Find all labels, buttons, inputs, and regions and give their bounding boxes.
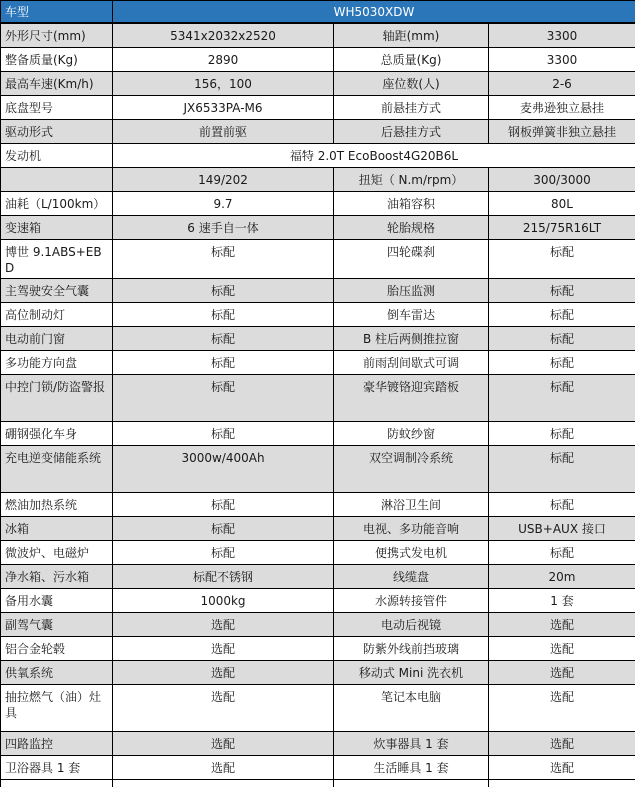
table-row <box>1 565 635 589</box>
row-sublabel-cell: 座位数(人) <box>334 71 489 95</box>
row-label-cell: 整备质量(Kg) <box>1 47 113 71</box>
row-value-cell: 5341x2032x2520 <box>113 23 334 47</box>
row-value-cell: 标配 <box>489 422 635 446</box>
row-value-cell: 选配 <box>489 637 635 661</box>
row-label-cell: 发动机 <box>1 143 113 167</box>
table-row <box>1 327 635 351</box>
row-value-cell <box>113 780 334 787</box>
row-value-cell: 选配 <box>489 613 635 637</box>
row-value-cell: 6 速手自一体 <box>113 215 334 239</box>
row-label-cell: 油耗（L/100km） <box>1 191 113 215</box>
row-sublabel-cell: 倒车雷达 <box>334 303 489 327</box>
row-value-cell: 3300 <box>489 47 635 71</box>
row-value-cell: 标配 <box>489 351 635 375</box>
row-value-cell: 标配 <box>113 351 334 375</box>
row-value-cell: 标配 <box>489 327 635 351</box>
row-label-cell: 外形尺寸(mm) <box>1 23 113 47</box>
row-value-cell: 选配 <box>489 685 635 732</box>
table-row <box>1 167 635 191</box>
row-sublabel-cell: 轴距(mm) <box>334 23 489 47</box>
row-label-cell: 驱动形式 <box>1 119 113 143</box>
row-sublabel-cell: 油箱容积 <box>334 191 489 215</box>
row-label-cell: 多功能方向盘 <box>1 351 113 375</box>
row-value-cell: 2-6 <box>489 71 635 95</box>
table-row <box>1 780 635 787</box>
row-value-cell: 300/3000 <box>489 167 635 191</box>
row-value-cell: 标配 <box>113 279 334 303</box>
table-row <box>1 119 635 143</box>
row-label-cell: 博世 9.1ABS+EBD <box>1 239 113 278</box>
table-header-row <box>1 1 635 24</box>
row-value-cell: 麦弗逊独立悬挂 <box>489 95 635 119</box>
row-label-cell: 副驾气囊 <box>1 613 113 637</box>
row-value-cell: USB+AUX 接口 <box>489 517 635 541</box>
row-value-cell: 149/202 <box>113 167 334 191</box>
row-value-cell: 标配 <box>113 327 334 351</box>
row-value-cell: 标配 <box>113 375 334 422</box>
row-sublabel-cell: 线缆盘 <box>334 565 489 589</box>
row-sublabel-cell: 淋浴卫生间 <box>334 493 489 517</box>
row-sublabel-cell: 轮胎规格 <box>334 215 489 239</box>
row-sublabel-cell: 豪华镀铬迎宾踏板 <box>334 375 489 422</box>
table-row <box>1 637 635 661</box>
row-label-cell: 卫浴器具 1 套 <box>1 756 113 780</box>
row-sublabel-cell: 四轮碟刹 <box>334 239 489 278</box>
row-value-cell: 前置前驱 <box>113 119 334 143</box>
row-value-cell: 80L <box>489 191 635 215</box>
row-value-cell: 选配 <box>489 732 635 756</box>
row-value-cell: 选配 <box>489 756 635 780</box>
row-label-cell: 高位制动灯 <box>1 303 113 327</box>
row-value-cell: 3300 <box>489 23 635 47</box>
table-row <box>1 685 635 732</box>
header-value-cell: WH5030XDW <box>113 1 635 24</box>
row-sublabel-cell: 生活睡具 1 套 <box>334 756 489 780</box>
table-row <box>1 239 635 278</box>
row-label-cell: 变速箱 <box>1 215 113 239</box>
row-value-cell: 标配不锈钢 <box>113 565 334 589</box>
row-value-cell: 20m <box>489 565 635 589</box>
row-value-cell: 选配 <box>113 661 334 685</box>
row-value-cell: JX6533PA-M6 <box>113 95 334 119</box>
row-value-cell: 标配 <box>113 422 334 446</box>
row-sublabel-cell <box>334 780 489 787</box>
row-sublabel-cell: 防紫外线前挡玻璃 <box>334 637 489 661</box>
row-value-cell: 156，100 <box>113 71 334 95</box>
row-sublabel-cell: 电视、多功能音响 <box>334 517 489 541</box>
row-label-cell <box>1 780 113 787</box>
table-row <box>1 589 635 613</box>
row-value-cell: 选配 <box>113 756 334 780</box>
row-value-cell: 标配 <box>113 239 334 278</box>
row-value-cell: 选配 <box>113 613 334 637</box>
table-row <box>1 95 635 119</box>
row-value-cell: 标配 <box>489 279 635 303</box>
row-sublabel-cell: 前雨刮间歇式可调 <box>334 351 489 375</box>
row-sublabel-cell: 胎压监测 <box>334 279 489 303</box>
row-value-cell: 选配 <box>113 637 334 661</box>
row-sublabel-cell: 前悬挂方式 <box>334 95 489 119</box>
row-label-cell: 四路监控 <box>1 732 113 756</box>
row-label-cell: 冰箱 <box>1 517 113 541</box>
row-value-cell: 215/75R16LT <box>489 215 635 239</box>
row-label-cell: 电动前门窗 <box>1 327 113 351</box>
row-value-cell: 选配 <box>113 685 334 732</box>
table-row <box>1 756 635 780</box>
row-value-cell: 标配 <box>489 541 635 565</box>
table-row <box>1 303 635 327</box>
row-value-cell: 标配 <box>489 493 635 517</box>
row-sublabel-cell: 笔记本电脑 <box>334 685 489 732</box>
row-label-cell: 燃油加热系统 <box>1 493 113 517</box>
row-value-cell: 标配 <box>489 303 635 327</box>
row-sublabel-cell: B 柱后两侧推拉窗 <box>334 327 489 351</box>
table-row <box>1 446 635 493</box>
row-label-cell: 硼钢强化车身 <box>1 422 113 446</box>
row-sublabel-cell: 水源转接管件 <box>334 589 489 613</box>
table-row <box>1 613 635 637</box>
row-label-cell: 中控门锁/防盗警报 <box>1 375 113 422</box>
row-value-cell <box>489 780 635 787</box>
row-value-cell: 3000w/400Ah <box>113 446 334 493</box>
header-label-cell: 车型 <box>1 1 113 24</box>
row-sublabel-cell: 总质量(Kg) <box>334 47 489 71</box>
table-row <box>1 541 635 565</box>
table-row <box>1 47 635 71</box>
row-label-cell: 底盘型号 <box>1 95 113 119</box>
row-sublabel-cell: 后悬挂方式 <box>334 119 489 143</box>
table-row <box>1 143 635 167</box>
row-sublabel-cell: 扭矩（ N.m/rpm） <box>334 167 489 191</box>
row-label-cell: 净水箱、污水箱 <box>1 565 113 589</box>
row-value-cell: 标配 <box>113 493 334 517</box>
row-value-cell: 标配 <box>113 541 334 565</box>
row-value-cell: 1 套 <box>489 589 635 613</box>
row-span-value-cell: 福特 2.0T EcoBoost4G20B6L <box>113 143 635 167</box>
row-label-cell: 最高车速(Km/h) <box>1 71 113 95</box>
table-row <box>1 517 635 541</box>
row-value-cell: 9.7 <box>113 191 334 215</box>
row-value-cell: 标配 <box>113 517 334 541</box>
spec-table-body <box>1 1 635 787</box>
table-row <box>1 23 635 47</box>
table-row <box>1 493 635 517</box>
row-value-cell: 1000kg <box>113 589 334 613</box>
table-row <box>1 375 635 422</box>
table-row <box>1 215 635 239</box>
table-row <box>1 191 635 215</box>
row-value-cell: 标配 <box>489 239 635 278</box>
row-sublabel-cell: 防蚊纱窗 <box>334 422 489 446</box>
table-row <box>1 351 635 375</box>
row-value-cell: 标配 <box>489 446 635 493</box>
row-sublabel-cell: 双空调制冷系统 <box>334 446 489 493</box>
table-row <box>1 661 635 685</box>
row-sublabel-cell: 电动后视镜 <box>334 613 489 637</box>
row-label-cell <box>1 167 113 191</box>
row-sublabel-cell: 移动式 Mini 洗衣机 <box>334 661 489 685</box>
table-row <box>1 422 635 446</box>
row-sublabel-cell: 炊事器具 1 套 <box>334 732 489 756</box>
row-value-cell: 选配 <box>489 661 635 685</box>
row-label-cell: 铝合金轮毂 <box>1 637 113 661</box>
row-label-cell: 抽拉燃气（油）灶具 <box>1 685 113 732</box>
row-label-cell: 充电逆变储能系统 <box>1 446 113 493</box>
row-value-cell: 标配 <box>489 375 635 422</box>
row-label-cell: 主驾驶安全气囊 <box>1 279 113 303</box>
row-label-cell: 微波炉、电磁炉 <box>1 541 113 565</box>
row-value-cell: 钢板弹簧非独立悬挂 <box>489 119 635 143</box>
row-label-cell: 供氧系统 <box>1 661 113 685</box>
row-label-cell: 备用水囊 <box>1 589 113 613</box>
row-value-cell: 标配 <box>113 303 334 327</box>
row-value-cell: 选配 <box>113 732 334 756</box>
table-row <box>1 71 635 95</box>
row-sublabel-cell: 便携式发电机 <box>334 541 489 565</box>
table-row <box>1 279 635 303</box>
row-value-cell: 2890 <box>113 47 334 71</box>
table-row <box>1 732 635 756</box>
